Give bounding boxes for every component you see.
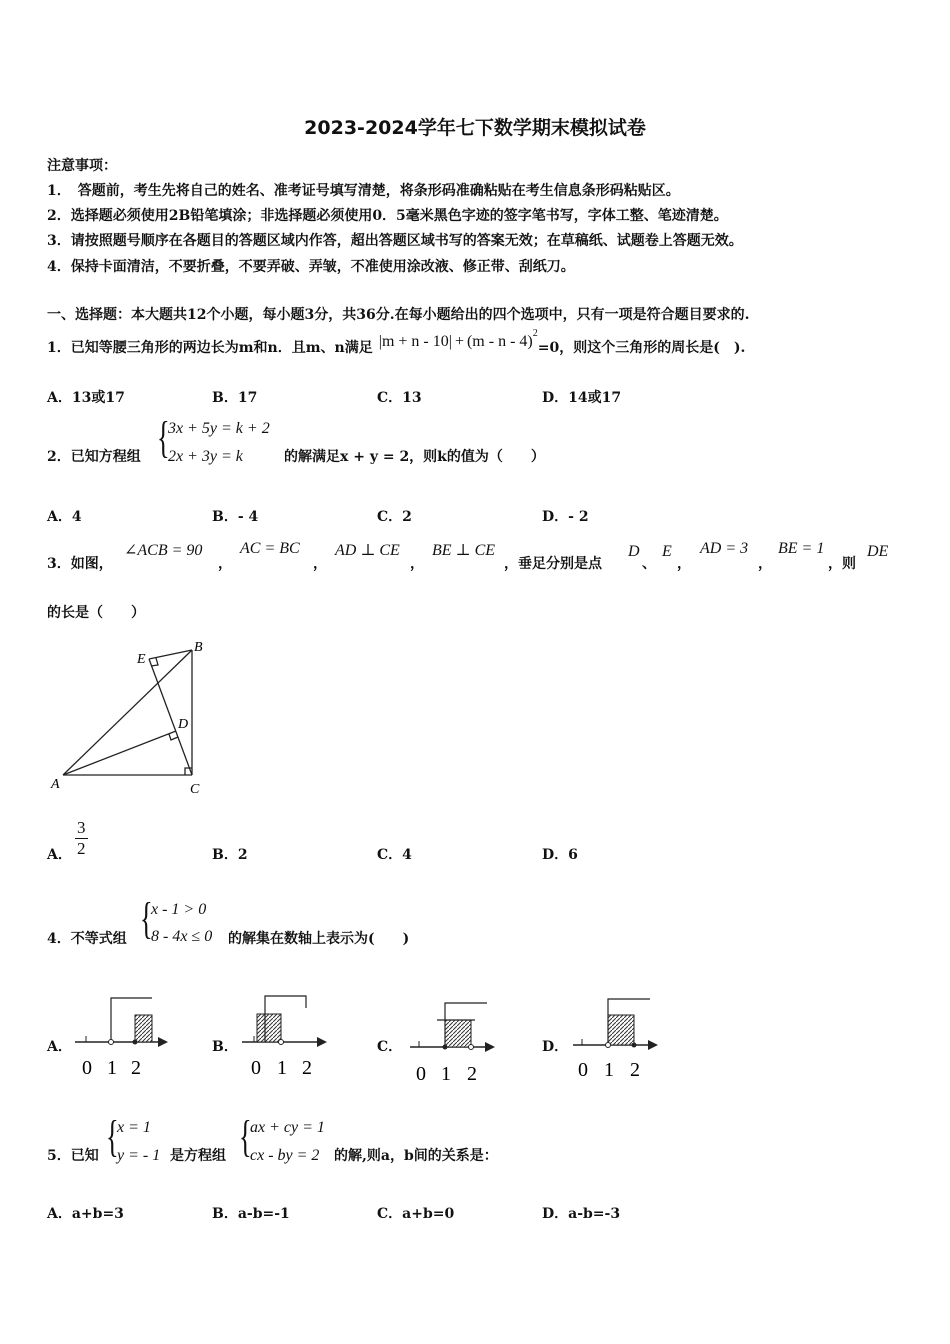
q3-angle: ∠ACB = 90: [124, 542, 203, 559]
tick-1: 1: [604, 1059, 614, 1080]
notice-heading: 注意事项：: [47, 158, 117, 174]
q3-point-d: D: [628, 543, 640, 560]
label-c: C: [190, 782, 200, 797]
tick-2: 2: [302, 1057, 312, 1079]
notice-item: 2．选择题必须使用2B铅笔填涂；非选择题必须使用0．5毫米黑色字迹的签字笔书写，字体工整、笔迹清楚。: [47, 208, 728, 224]
q1-abs-term: |m + n - 10|: [378, 333, 452, 350]
segment-eb: [149, 650, 192, 659]
q5-prefix: 5．已知: [47, 1148, 99, 1164]
q1-option-c[interactable]: C．13: [377, 390, 422, 406]
tick-1: 1: [277, 1057, 287, 1079]
q3-comma: ，: [313, 556, 327, 572]
q3-perp-ad: AD ⊥ CE: [335, 542, 400, 559]
q4-inequality-1: x - 1 > 0: [151, 901, 207, 918]
q3-separator: 、: [642, 556, 656, 572]
q4-number-line-c[interactable]: [405, 990, 515, 1085]
q5-equation-2: cx - by = 2: [250, 1147, 320, 1164]
tick-2: 2: [630, 1059, 640, 1080]
q3-equal-sides: AC = BC: [240, 540, 300, 557]
q2-equation-1: 3x + 5y = k + 2: [168, 420, 270, 437]
label-a: A: [51, 777, 60, 792]
q4-prefix: 4．不等式组: [47, 931, 127, 947]
q1-exponent: 2: [532, 327, 538, 339]
q4-option-d-label[interactable]: D．: [542, 1039, 569, 1055]
q5-brace-1: {: [106, 1112, 119, 1161]
tick-0: 0: [578, 1059, 588, 1080]
q2-option-d[interactable]: D．- 2: [542, 509, 589, 525]
q3-ad-value: AD = 3: [700, 540, 749, 557]
page-title: 2023-2024学年七下数学期末模拟试卷: [304, 117, 646, 139]
q5-brace-2: {: [239, 1112, 252, 1161]
q2-prefix: 2．已知方程组: [47, 449, 141, 465]
q1-prefix: 1．已知等腰三角形的两边长为m和n．且m、n满足: [47, 340, 373, 356]
q2-equation-2: 2x + 3y = k: [168, 448, 243, 465]
notice-item: 3．请按照题号顺序在各题目的答题区域内作答，超出答题区域书写的答案无效；在草稿纸、试题卷上答题无效。: [47, 233, 743, 249]
notice-item: 1． 答题前，考生先将自己的姓名、准考证号填写清楚，将条形码准确粘贴在考生信息条形码粘贴区。: [47, 183, 680, 199]
q4-number-line-d[interactable]: [568, 990, 678, 1080]
q2-brace: {: [157, 413, 170, 462]
q1-option-d[interactable]: D．14或17: [542, 390, 622, 406]
fraction-numerator: 3: [77, 818, 86, 837]
q3-option-a[interactable]: A．: [47, 847, 72, 863]
q4-number-line-a[interactable]: [70, 990, 180, 1080]
q1-square-term: (m - n - 4): [466, 333, 533, 350]
q3-comma: ，: [410, 556, 424, 572]
q5-option-d[interactable]: D．a-b=-3: [542, 1206, 621, 1222]
section-heading: 一、选择题：本大题共12个小题，每小题3分，共36分.在每小题给出的四个选项中，只有一项是符合题目要求的.: [47, 307, 750, 323]
tick-0: 0: [82, 1057, 92, 1079]
notice-item: 4．保持卡面清洁，不要折叠，不要弄破、弄皱，不准使用涂改液、修正带、刮纸刀。: [47, 259, 575, 275]
q3-option-c[interactable]: C．4: [377, 847, 412, 863]
q2-option-a[interactable]: A．4: [47, 509, 82, 525]
tick-0: 0: [416, 1063, 426, 1085]
q5-equation-1: ax + cy = 1: [250, 1119, 325, 1136]
q5-solution-y: y = - 1: [117, 1147, 161, 1164]
tick-1: 1: [441, 1063, 451, 1085]
tick-0: 0: [251, 1057, 261, 1079]
q4-option-b-label[interactable]: B．: [212, 1039, 238, 1055]
q3-option-a-fraction: [75, 818, 88, 859]
q3-mid-text: ，垂足分别是点: [504, 556, 602, 572]
label-d: D: [178, 717, 189, 732]
tick-1: 1: [107, 1057, 117, 1079]
q1-option-b[interactable]: B．17: [212, 390, 258, 406]
q3-option-d[interactable]: D．6: [542, 847, 578, 863]
q3-line2: 的长是（ ）: [47, 605, 145, 621]
q4-number-line-b[interactable]: [237, 990, 347, 1080]
q4-option-c-label[interactable]: C．: [377, 1039, 403, 1055]
segment-ab: [63, 650, 192, 775]
q5-suffix: 的解,则a，b间的关系是：: [334, 1148, 498, 1164]
q3-option-b[interactable]: B．2: [212, 847, 248, 863]
q5-mid: 是方程组: [170, 1148, 226, 1164]
q3-point-e: E: [662, 543, 672, 560]
q3-perp-be: BE ⊥ CE: [432, 542, 496, 559]
q3-comma: ，: [218, 556, 232, 572]
right-angle-e: [151, 658, 158, 666]
q3-comma: ，: [758, 556, 772, 572]
q1-suffix: =0，则这个三角形的周长是( ).: [537, 340, 746, 356]
q2-option-b[interactable]: B．- 4: [212, 509, 259, 525]
q3-then: ，则: [828, 556, 856, 572]
q3-be-value: BE = 1: [778, 540, 825, 557]
q2-option-c[interactable]: C．2: [377, 509, 412, 525]
q3-de: DE: [867, 543, 889, 560]
q5-solution-x: x = 1: [117, 1119, 151, 1136]
question-1: [47, 327, 746, 362]
q3-triangle-figure: [45, 635, 215, 800]
q4-suffix: 的解集在数轴上表示为( ): [228, 931, 410, 947]
q1-option-a[interactable]: A．13或17: [47, 390, 125, 406]
q1-plus: +: [454, 333, 464, 350]
q4-brace: {: [140, 894, 153, 943]
q5-option-c[interactable]: C．a+b=0: [377, 1206, 455, 1222]
q3-prefix: 3．如图，: [47, 556, 113, 572]
tick-2: 2: [467, 1063, 477, 1085]
fraction-denominator: 2: [77, 839, 86, 858]
q5-option-a[interactable]: A．a+b=3: [47, 1206, 124, 1222]
q4-option-a-label[interactable]: A．: [47, 1039, 72, 1055]
q4-inequality-2: 8 - 4x ≤ 0: [151, 928, 213, 945]
label-e: E: [137, 652, 146, 667]
q5-option-b[interactable]: B．a-b=-1: [212, 1206, 290, 1222]
tick-2: 2: [131, 1057, 141, 1079]
segment-ad: [63, 731, 176, 775]
q3-comma: ，: [677, 556, 691, 572]
q2-suffix: 的解满足x + y = 2，则k的值为（ ）: [284, 449, 545, 465]
label-b: B: [194, 640, 203, 655]
